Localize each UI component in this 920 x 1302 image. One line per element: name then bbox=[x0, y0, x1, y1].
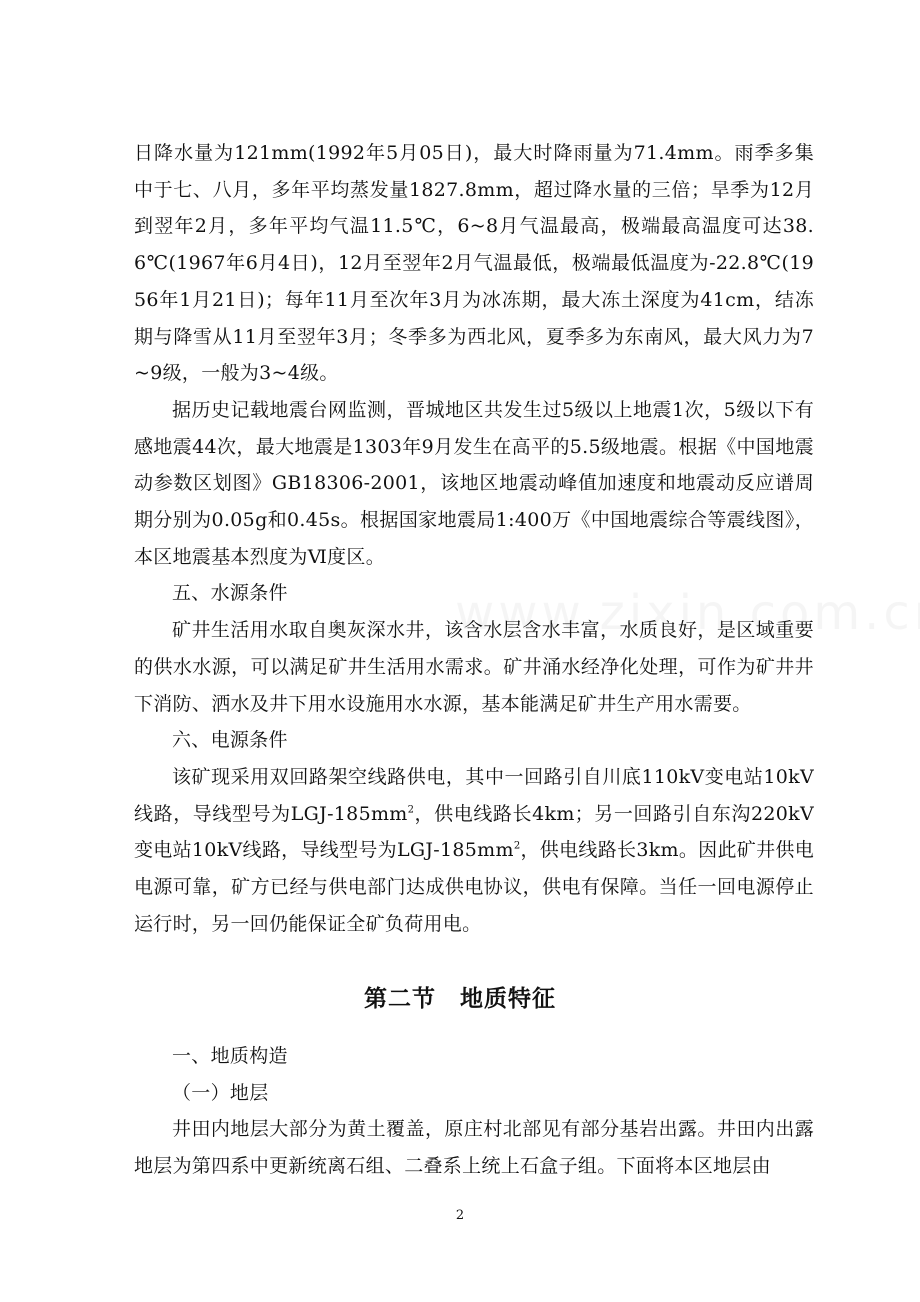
section-title: 第二节 地质特征 bbox=[364, 986, 556, 1012]
paragraph-power-source bbox=[134, 759, 814, 943]
watermark bbox=[455, 585, 920, 641]
subheading-water-source: 五、水源条件 bbox=[172, 582, 288, 605]
subheading-geological-structure: 一、地质构造 bbox=[172, 1045, 288, 1067]
paragraph-strata: 井田内地层大部分为黄土覆盖，原庄村北部见有部分基岩出露。井田内出露地层为第四系中更新统离石组、二叠系上统上石盒子组。下面将本区地层由 bbox=[134, 1118, 814, 1178]
text-block-climate-to-power bbox=[134, 135, 814, 942]
subheading-strata: （一）地层 bbox=[172, 1081, 269, 1104]
paragraph-earthquake: 据历史记载地震台网监测，晋城地区共发生过5级以上地震1次，5级以下有感地震44次，最大地震是1303年9月发生在高平的5.5级地震。根据《中国地震动参数区划图》GB18306-2001，该地区地震动峰值加速度和地震动反应谱周期分别为0.05g和0.45s。根据国家地震局1:400万《中国地震综合等震线图》，本区地震基本烈度为Ⅵ度区。 bbox=[134, 398, 814, 568]
power-text-part1: 该矿现采用双回路架空线路供电，其中一回路引自川底110kV变电站10kV线路，导线型号为LGJ-185mm bbox=[134, 765, 814, 825]
power-text-part2: ，供电线路长4km；另一回路引自东沟220kV变电站10kV线路，导线型号为LGJ-185mm bbox=[134, 802, 814, 862]
paragraph-water-source: 矿井生活用水取自奥灰深水井，该含水层含水丰富，水质良好，是区域重要的供水水源，可以满足矿井生活用水需求。矿井涌水经净化处理，可作为矿井井下消防、洒水及井下用水设施用水水源，基本能满足矿井生产用水需要。 bbox=[134, 619, 814, 715]
superscript-squared: 2 bbox=[513, 841, 521, 853]
paragraph-climate: 日降水量为121mm(1992年5月05日)，最大时降雨量为71.4mm。雨季多集中于七、八月，多年平均蒸发量1827.8mm，超过降水量的三倍；旱季为12月到翌年2月，多年平均气温11.5℃，6~8月气温最高，极端最高温度可达38.6℃(1967年6月4日)，12月至翌年2月气温最低，极端最低温度为-22.8℃(1956年1月21日)；每年11月至次年3月为冰冻期，最大冻土深度为41cm，结冻期与降雪从11月至翌年3月；冬季多为西北风，夏季多为东南风，最大风力为7~9级，一般为3~4级。 bbox=[134, 142, 814, 385]
subheading-power-source: 六、电源条件 bbox=[172, 729, 288, 752]
page-number: 2 bbox=[455, 1208, 465, 1223]
superscript-squared: 2 bbox=[407, 804, 415, 816]
text-block-geology bbox=[134, 1038, 814, 1185]
power-text-part3: ，供电线路长3km。因此矿井供电电源可靠，矿方已经与供电部门达成供电协议，供电有保障。当任一回电源停止运行时，另一回仍能保证全矿负荷用电。 bbox=[134, 839, 815, 935]
